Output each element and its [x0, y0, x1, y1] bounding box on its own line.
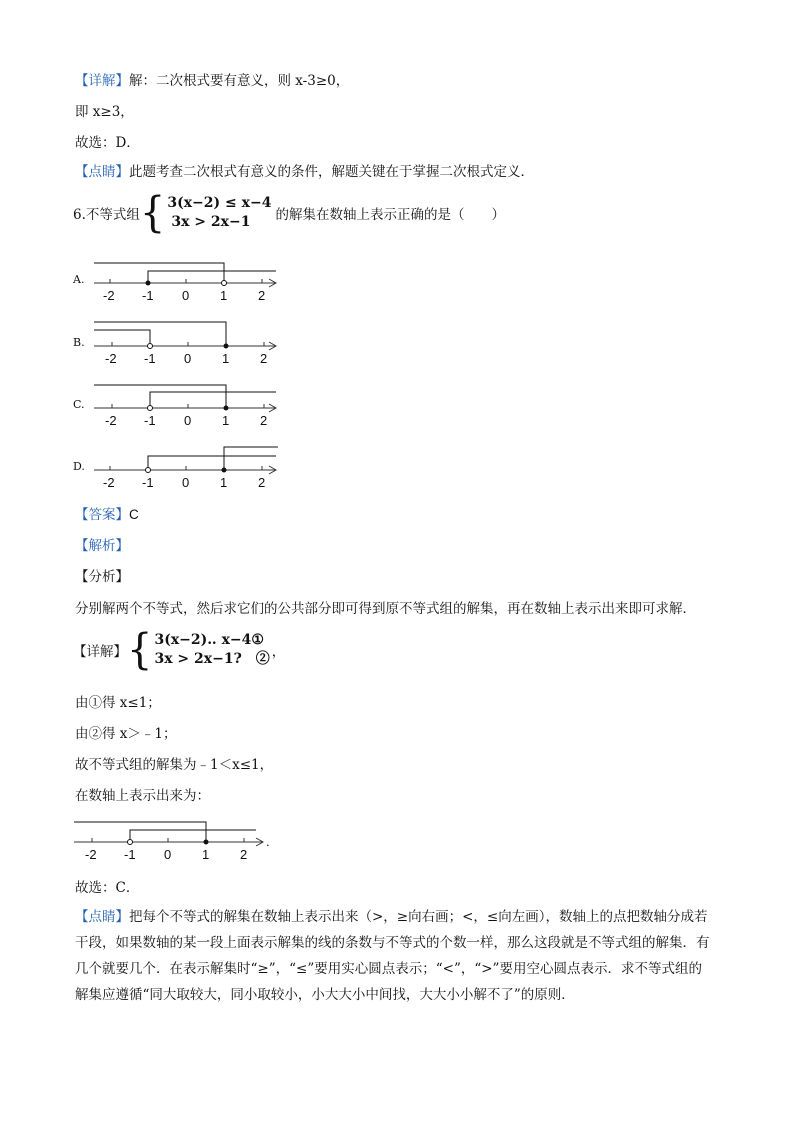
tick-label: 1: [220, 288, 228, 303]
tick-label: -2: [103, 475, 115, 490]
solution-ray: [94, 385, 226, 408]
solid-dot: [224, 406, 229, 411]
intro-detail-line: [75, 72, 349, 90]
solid-dot: [204, 840, 209, 845]
tick-label: -1: [142, 475, 154, 490]
fenxi-tag: 【分析】: [75, 569, 129, 585]
tick-label: 2: [260, 413, 268, 428]
hollow-dot: [222, 281, 227, 286]
option-b-number-line: [92, 318, 292, 368]
question-eq2: 3x > 2x−1: [171, 214, 251, 230]
option-c-number-line: [92, 380, 292, 430]
step-3: 故不等式组的解集为﹣1＜x≤1，: [75, 757, 274, 773]
fenxi-text: 分别解两个不等式，然后求它们的公共部分即可得到原不等式组的解集，再在数轴上表示出来即可求解．: [75, 601, 696, 617]
point-tag: 【点睛】: [75, 164, 129, 180]
solution-ray: [94, 330, 150, 346]
tick-label: 0: [182, 475, 190, 490]
intro-line3: 故选：D．: [75, 135, 140, 151]
tick-label: 0: [184, 413, 192, 428]
tip-tag: 【点睛】: [75, 909, 129, 925]
tick-label: -2: [105, 413, 117, 428]
option-d-number-line: [92, 442, 292, 492]
solid-dot: [146, 281, 151, 286]
hollow-dot: [128, 840, 133, 845]
tick-label: -1: [144, 351, 156, 366]
answer-line: [75, 506, 139, 524]
tick-label: 1: [222, 351, 230, 366]
option-a-number-line: [92, 255, 292, 305]
brace: {: [139, 188, 166, 238]
solid-dot: [224, 344, 229, 349]
detail-system: [154, 631, 269, 669]
tick-label: 2: [240, 847, 248, 862]
detail-text: 解：二次根式要有意义，则 x-3≥0，: [129, 73, 350, 89]
solution-ray: [94, 263, 224, 283]
detail-eq2: 3x > 2x−1? ②: [154, 651, 270, 667]
tip-paragraph: [75, 904, 715, 1008]
tick-label: -1: [144, 413, 156, 428]
detail-tag: 【详解】: [75, 73, 129, 89]
option-d-label: D.: [73, 460, 85, 473]
solution-ray: [74, 822, 206, 842]
point-text: 此题考查二次根式有意义的条件，解题关键在于掌握二次根式定义．: [129, 164, 534, 180]
solution-ray: [94, 322, 226, 346]
question-line: [73, 188, 505, 238]
solution-ray: [130, 830, 256, 842]
step-2: 由②得 x＞﹣1；: [75, 726, 177, 742]
question-prefix: 6.不等式组: [73, 207, 140, 223]
hollow-dot: [148, 406, 153, 411]
tip-text: 把每个不等式的解集在数轴上表示出来（>，≥向右画；<，≤向左画），数轴上的点把数轴分成若干段，如果数轴的某一段上面表示解集的线的条数与不等式的个数一样，那么这段就是不等式组的解集．有几个就要几个．在表示解集时“≥”，“≤”要用实心圆点表示；“<”，“>”要用空心圆点表示．求不等式组的解集应遵循“同大取较大，同小取较小，小大大小中间找，大大小小解不了”的原则．: [75, 909, 710, 1003]
tick-label: 1: [202, 847, 210, 862]
hollow-dot: [146, 468, 151, 473]
hollow-dot: [148, 344, 153, 349]
analysis-tag: 【解析】: [75, 538, 129, 554]
tick-label: -2: [85, 847, 97, 862]
intro-point-line: [75, 163, 534, 181]
brace: {: [127, 625, 153, 675]
solid-dot: [222, 468, 227, 473]
question-suffix: 的解集在数轴上表示正确的是（ ）: [275, 207, 505, 223]
solution-suffix: .: [266, 834, 270, 849]
answer-choose: 故选：C．: [75, 880, 140, 896]
tick-label: 1: [220, 475, 228, 490]
solution-ray: [148, 456, 276, 470]
tick-label: 1: [222, 413, 230, 428]
step-1: 由①得 x≤1；: [75, 695, 161, 711]
answer-value: C: [129, 507, 139, 522]
intro-line2: 即 x≥3，: [75, 104, 134, 120]
detail-suffix: ，: [271, 644, 286, 660]
detail-tag-2: 【详解】: [73, 644, 127, 660]
tick-label: 2: [260, 351, 268, 366]
option-a-label: A.: [73, 273, 85, 286]
option-b-label: B.: [73, 336, 85, 349]
tick-label: -1: [142, 288, 154, 303]
step-4: 在数轴上表示出来为：: [75, 788, 210, 804]
answer-tag: 【答案】: [75, 507, 129, 523]
question-system: [167, 194, 271, 232]
tick-label: -1: [124, 847, 136, 862]
detail-system-line: [73, 625, 286, 675]
tick-label: -2: [103, 288, 115, 303]
detail-eq1: 3(x−2)‥ x−4①: [154, 632, 264, 648]
question-eq1: 3(x−2) ≤ x−4: [167, 195, 272, 211]
solution-ray: [148, 271, 276, 283]
tick-label: 0: [182, 288, 190, 303]
solution-ray: [150, 392, 276, 408]
tick-label: 2: [258, 288, 266, 303]
option-c-label: C.: [73, 398, 85, 411]
tick-label: 0: [164, 847, 172, 862]
solution-number-line: [72, 814, 282, 864]
tick-label: 2: [258, 475, 266, 490]
tick-label: 0: [184, 351, 192, 366]
tick-label: -2: [105, 351, 117, 366]
